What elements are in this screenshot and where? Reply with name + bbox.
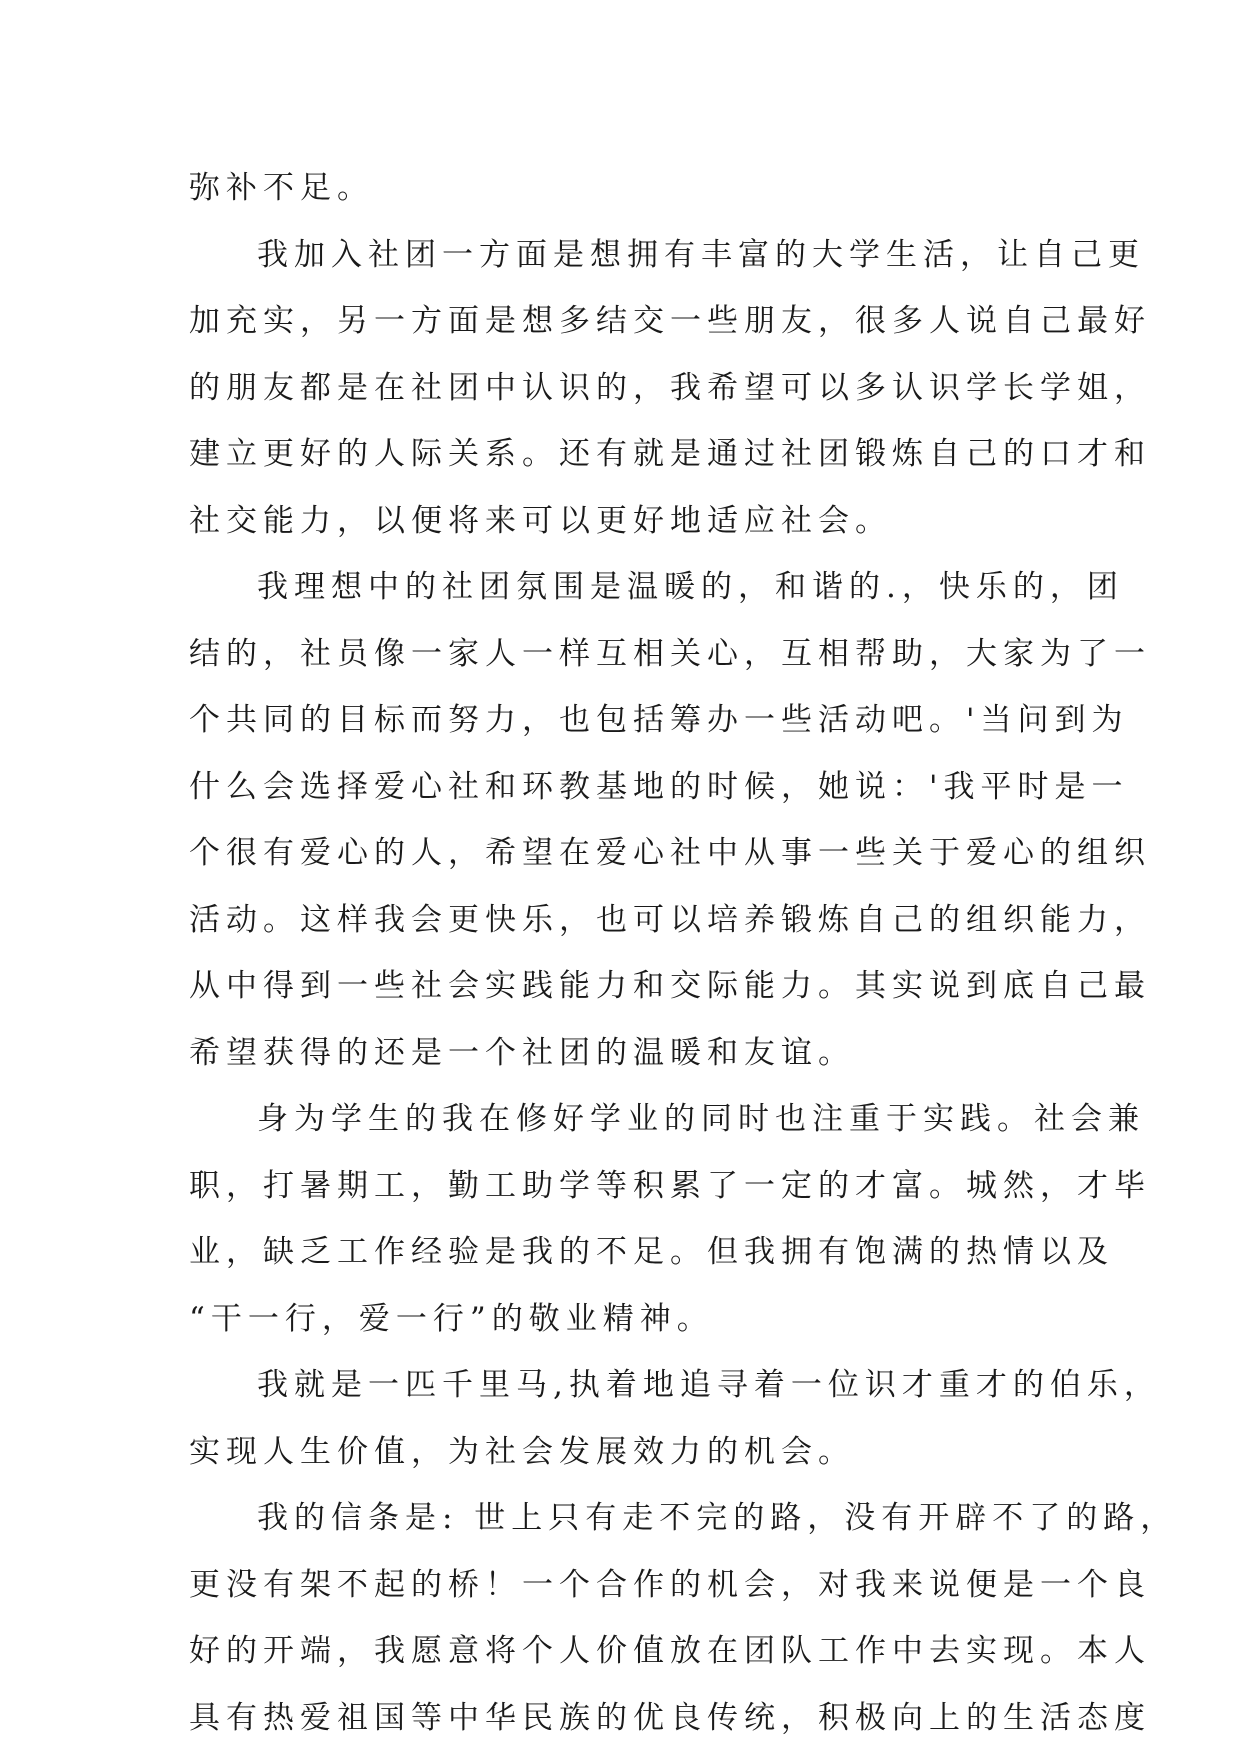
text-line: 的朋友都是在社团中认识的，我希望可以多认识学长学姐， <box>189 369 1151 406</box>
text-line: 建立更好的人际关系。还有就是通过社团锻炼自己的口才和 <box>189 436 1151 472</box>
text-line: 从中得到一些社会实践能力和交际能力。其实说到底自己最 <box>189 968 1151 1004</box>
text-line: 身为学生的我在修好学业的同时也注重于实践。社会兼 <box>257 1101 1145 1137</box>
text-line: 好的开端，我愿意将个人价值放在团队工作中去实现。本人 <box>189 1633 1151 1669</box>
text-line: 个很有爱心的人，希望在爱心社中从事一些关于爱心的组织 <box>189 835 1151 871</box>
text-line: 实现人生价值，为社会发展效力的机会。 <box>189 1433 855 1470</box>
text-line: 弥补不足。 <box>189 170 374 206</box>
text-line: 社交能力，以便将来可以更好地适应社会。 <box>189 502 892 539</box>
text-line: 我就是一匹千里马,执着地追寻着一位识才重才的伯乐， <box>257 1367 1161 1403</box>
text-line: “干一行，爱一行”的敬业精神。 <box>189 1300 714 1337</box>
text-line: 更没有架不起的桥！一个合作的机会，对我来说便是一个良 <box>189 1566 1151 1603</box>
text-line: 个共同的目标而努力，也包括筹办一些活动吧。'当问到为 <box>189 702 1129 738</box>
text-line: 结的，社员像一家人一样互相关心，互相帮助，大家为了一 <box>189 635 1151 672</box>
text-line: 业，缺乏工作经验是我的不足。但我拥有饱满的热情以及 <box>189 1234 1114 1270</box>
text-line: 什么会选择爱心社和环教基地的时候，她说：'我平时是一 <box>189 768 1129 805</box>
text-line: 加充实，另一方面是想多结交一些朋友，很多人说自己最好 <box>189 303 1151 339</box>
text-line: 职，打暑期工，勤工助学等积累了一定的才富。城然，才毕 <box>189 1167 1151 1204</box>
text-line: 我理想中的社团氛围是温暖的，和谐的.，快乐的，团 <box>257 569 1124 605</box>
text-line: 活动。这样我会更快乐，也可以培养锻炼自己的组织能力， <box>189 901 1151 938</box>
text-line: 我的信条是: 世上只有走不完的路，没有开辟不了的路， <box>257 1500 1178 1536</box>
document-body <box>189 155 1178 1751</box>
text-line: 我加入社团一方面是想拥有丰富的大学生活，让自己更 <box>257 236 1145 273</box>
text-line: 具有热爱祖国等中华民族的优良传统，积极向上的生活态度 <box>189 1699 1151 1736</box>
text-line: 希望获得的还是一个社团的温暖和友谊。 <box>189 1034 855 1071</box>
